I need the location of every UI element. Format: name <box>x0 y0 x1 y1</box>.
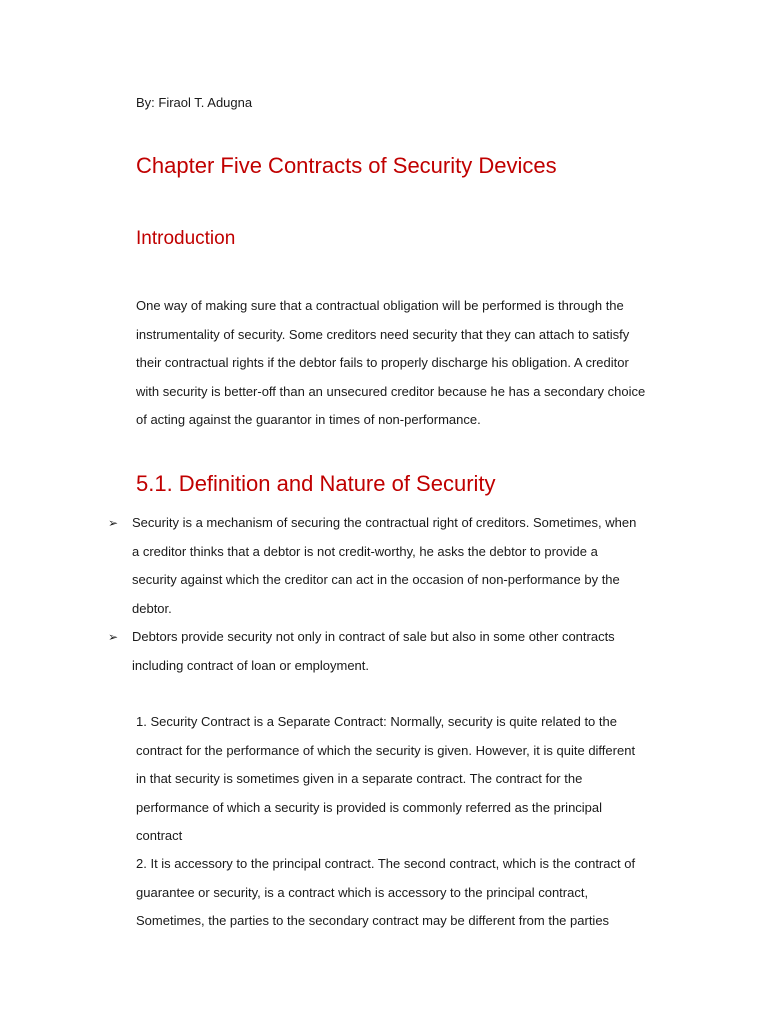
paragraph-line: of acting against the guarantor in times of non-performance. <box>136 412 481 427</box>
bullet-list <box>108 509 688 680</box>
arrow-bullet-icon: ➢ <box>108 516 119 530</box>
paragraph-line: instrumentality of security. Some creditors need security that they can attach to satisfy <box>136 326 630 342</box>
bullet-line: Debtors provide security not only in contract of sale but also in some other contracts <box>132 629 615 644</box>
bullet-line: debtor. <box>132 600 172 616</box>
chapter-title: Chapter Five Contracts of Security Devices <box>136 153 557 178</box>
paragraph-line: with security is better-off than an unsecured creditor because he has a secondary choice <box>136 383 646 399</box>
paragraph-line: 2. It is accessory to the principal contract. The second contract, which is the contract of <box>136 856 636 871</box>
paragraph-line: 1. Security Contract is a Separate Contract: Normally, security is quite related to the <box>136 714 617 729</box>
paragraph-line: contract for the performance of which the security is given. However, it is quite different <box>136 742 636 758</box>
paragraph-line: One way of making sure that a contractual obligation will be performed is through the <box>136 298 624 313</box>
bullet-item <box>108 509 688 623</box>
arrow-bullet-icon: ➢ <box>108 630 119 644</box>
paragraph-line: guarantee or security, is a contract which is accessory to the principal contract, <box>136 884 589 900</box>
paragraph-line: performance of which a security is provided is commonly referred as the principal <box>136 799 603 815</box>
paragraph-line: in that security is sometimes given in a separate contract. The contract for the <box>136 771 583 786</box>
paragraph-line: Sometimes, the parties to the secondary contract may be different from the parties <box>136 913 610 928</box>
bullet-line: security against which the creditor can act in the occasion of non-performance by the <box>132 572 620 587</box>
section-heading: 5.1. Definition and Nature of Security <box>136 471 496 496</box>
numbered-point-one <box>136 708 696 851</box>
numbered-point-two <box>136 850 696 936</box>
introduction-heading: Introduction <box>136 228 236 249</box>
bullet-line: Security is a mechanism of securing the contractual right of creditors. Sometimes, when <box>132 515 637 530</box>
introduction-paragraph <box>136 292 696 435</box>
bullet-line: including contract of loan or employment. <box>132 657 370 673</box>
paragraph-line: contract <box>136 828 183 843</box>
author-line: By: Firaol T. Adugna <box>136 95 253 110</box>
bullet-line: a creditor thinks that a debtor is not credit-worthy, he asks the debtor to provide a <box>132 543 598 559</box>
paragraph-line: their contractual rights if the debtor fails to properly discharge his obligation. A creditor <box>136 355 629 370</box>
bullet-item <box>108 623 688 680</box>
